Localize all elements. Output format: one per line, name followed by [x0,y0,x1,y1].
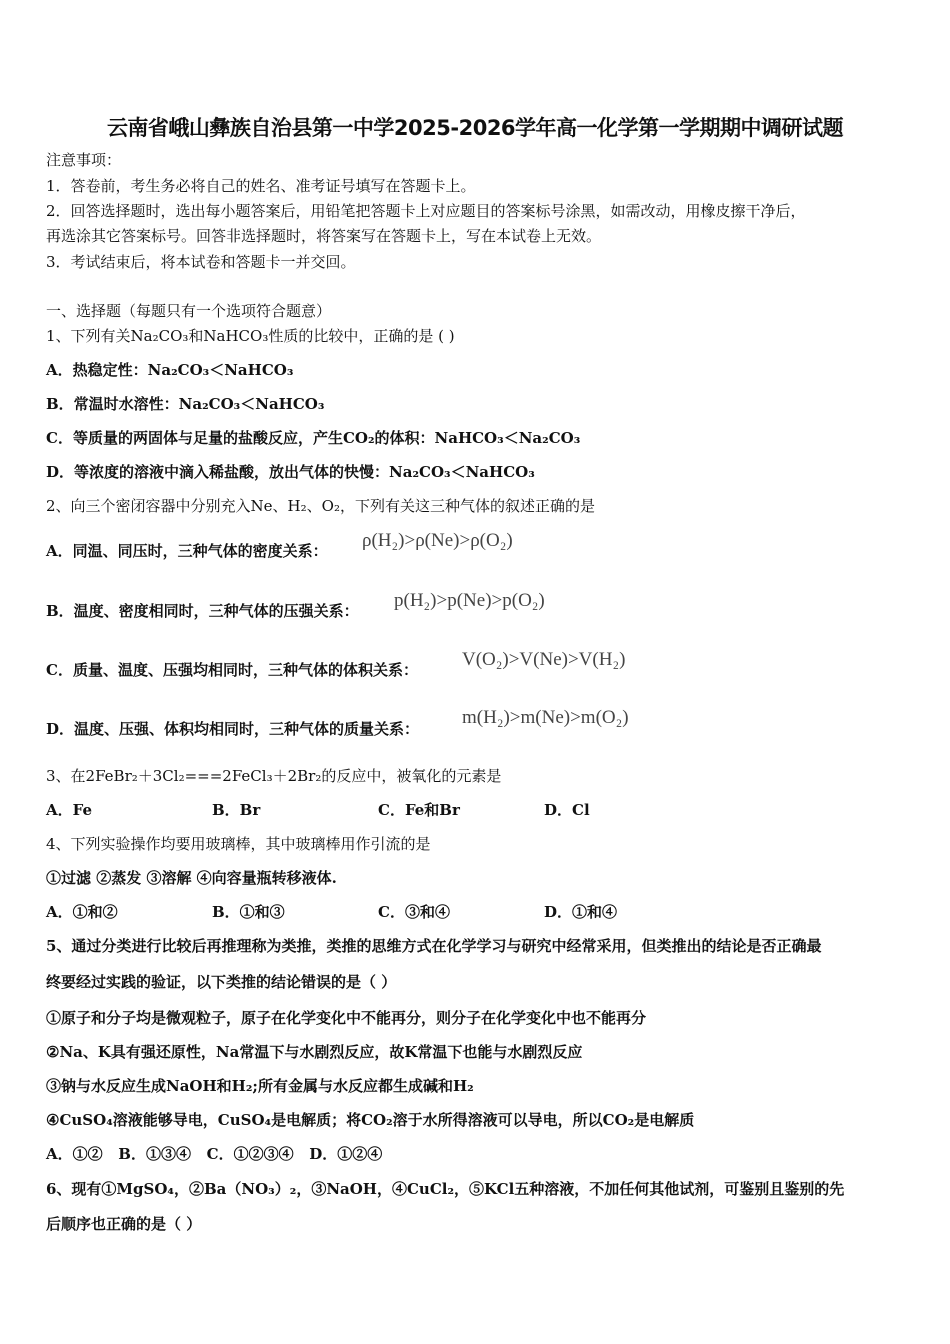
question-3-options [46,800,710,820]
question-2-option: C．质量、温度、压强均相同时，三种气体的体积关系： [46,661,418,679]
question-1-option: B．常温时水溶性：Na₂CO₃＜NaHCO₃ [46,395,325,413]
question-6-stem: 后顺序也正确的是（ ） [46,1215,202,1233]
option-a: A．Fe [46,801,93,819]
question-6-stem: 6、现有①MgSO₄，②Ba（NO₃）₂，③NaOH，④CuCl₂，⑤KCl五种溶液，不加任何其他试剂，可鉴别且鉴别的先 [46,1180,845,1198]
notice-heading: 注意事项： [46,151,122,169]
question-1-option: A．热稳定性：Na₂CO₃＜NaHCO₃ [46,361,294,379]
page-title: 云南省峨山彝族自治县第一中学2025-2026学年高一化学第一学期期中调研试题 [106,116,844,140]
question-5-item: ④CuSO₄溶液能够导电，CuSO₄是电解质；将CO₂溶于水所得溶液可以导电，所以CO₂是电解质 [46,1111,695,1129]
formula: m(H₂)>m(Ne)>m(O₂) [462,707,629,728]
question-4-items: ①过滤 ②蒸发 ③溶解 ④向容量瓶转移液体. [46,869,337,887]
question-5-stem: 5、通过分类进行比较后再推理称为类推，类推的思维方式在化学学习与研究中经常采用，但类推出的结论是否正确最 [46,937,822,955]
option-c: C．Fe和Br [378,801,460,819]
question-2-stem: 2、向三个密闭容器中分别充入Ne、H₂、O₂，下列有关这三种气体的叙述正确的是 [46,497,595,515]
question-3-stem: 3、在2FeBr₂＋3Cl₂===2FeCl₃＋2Br₂的反应中，被氧化的元素是 [46,767,502,785]
option-b: B．Br [212,801,261,819]
option-b: B．①和③ [212,903,285,921]
notice-item: 2．回答选择题时，选出每小题答案后，用铅笔把答题卡上对应题目的答案标号涂黑，如需改动，用橡皮擦干净后， [46,202,806,220]
option-a: A．①和② [46,903,118,921]
notice-item: 再选涂其它答案标号。回答非选择题时，将答案写在答题卡上，写在本试卷上无效。 [46,227,602,245]
question-2-option: B．温度、密度相同时，三种气体的压强关系： [46,602,359,620]
question-1-option: C．等质量的两固体与足量的盐酸反应，产生CO₂的体积：NaHCO₃＜Na₂CO₃ [46,429,581,447]
question-5-stem: 终要经过实践的验证，以下类推的结论错误的是（ ） [46,973,397,991]
question-1-option: D．等浓度的溶液中滴入稀盐酸，放出气体的快慢：Na₂CO₃＜NaHCO₃ [46,463,535,481]
notice-item: 3．考试结束后，将本试卷和答题卡一并交回。 [46,253,356,271]
option-c: C．③和④ [378,903,450,921]
question-4-options [46,902,710,922]
question-5-item: ①原子和分子均是微观粒子，原子在化学变化中不能再分，则分子在化学变化中也不能再分 [46,1009,647,1027]
option-d: D．Cl [544,801,590,819]
question-4-stem: 4、下列实验操作均要用玻璃棒，其中玻璃棒用作引流的是 [46,835,431,853]
notice-item: 1．答卷前，考生务必将自己的姓名、准考证号填写在答题卡上。 [46,177,476,195]
question-5-options: A．①② B．①③④ C．①②③④ D．①②④ [46,1145,383,1163]
question-2-option: A．同温、同压时，三种气体的密度关系： [46,542,328,560]
question-5-item: ③钠与水反应生成NaOH和H₂;所有金属与水反应都生成碱和H₂ [46,1077,474,1095]
formula: V(O₂)>V(Ne)>V(H₂) [462,649,626,670]
section-heading: 一、选择题（每题只有一个选项符合题意） [46,302,332,320]
question-1-stem: 1、下列有关Na₂CO₃和NaHCO₃性质的比较中，正确的是 ( ) [46,327,455,345]
question-2-option: D．温度、压强、体积均相同时，三种气体的质量关系： [46,720,420,738]
question-5-item: ②Na、K具有强还原性，Na常温下与水剧烈反应，故K常温下也能与水剧烈反应 [46,1043,583,1061]
option-d: D．①和④ [544,903,618,921]
formula: ρ(H₂)>ρ(Ne)>ρ(O₂) [362,530,513,551]
formula: p(H₂)>p(Ne)>p(O₂) [394,590,545,611]
